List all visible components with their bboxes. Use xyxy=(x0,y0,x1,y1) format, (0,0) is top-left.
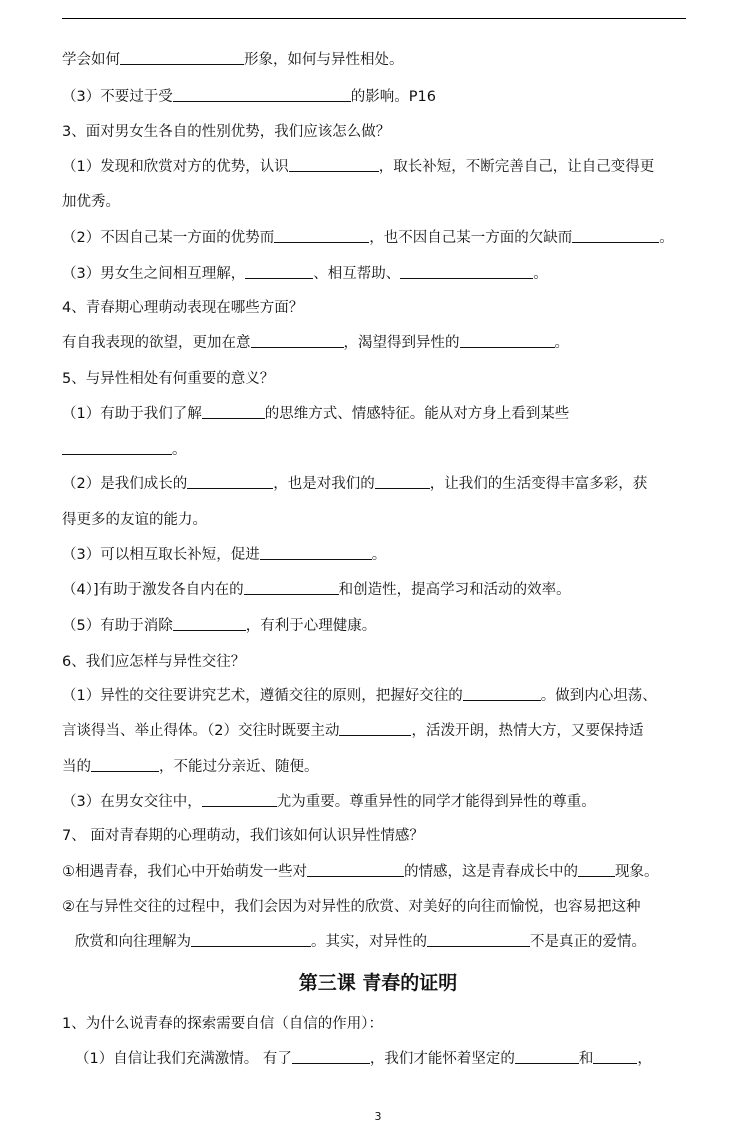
fill-in-blank[interactable] xyxy=(460,333,555,348)
text-line xyxy=(62,474,690,494)
text-segment: 。 xyxy=(172,442,187,458)
fill-in-blank[interactable] xyxy=(62,440,172,455)
fill-in-blank[interactable] xyxy=(173,87,351,102)
text-segment: 得更多的友谊的能力。 xyxy=(62,512,207,528)
text-segment: 欣赏和向往理解为 xyxy=(75,934,191,950)
text-segment: ，活泼开朗，热情大方，又要保持适 xyxy=(411,723,644,739)
text-segment: ，取长补短，不断完善自己，让自己变得更 xyxy=(378,159,655,175)
text-segment: 的影响。P16 xyxy=(350,89,436,105)
text-segment: ，也是对我们的 xyxy=(273,476,375,492)
text-line xyxy=(62,50,690,70)
fill-in-blank[interactable] xyxy=(593,1049,637,1064)
text-segment: 。 xyxy=(659,230,674,246)
fill-in-blank[interactable] xyxy=(260,545,372,560)
text-line xyxy=(62,580,690,600)
text-segment: ②在与异性交往的过程中，我们会因为对异性的欣赏、对美好的向往而愉悦，也容易把这种 xyxy=(62,899,641,915)
text-segment: （1）发现和欣赏对方的优势，认识 xyxy=(62,159,289,175)
text-segment: 4、青春期心理萌动表现在哪些方面？ xyxy=(62,300,304,316)
text-line xyxy=(75,932,703,952)
text-segment: （3）不要过于受 xyxy=(62,89,173,105)
text-segment: （2）是我们成长的 xyxy=(62,476,188,492)
text-segment: 当的 xyxy=(62,759,91,775)
text-segment: 。 xyxy=(371,547,387,563)
text-line xyxy=(62,686,690,706)
text-line xyxy=(62,404,690,424)
text-segment: （1）自信让我们充满激情。 有了 xyxy=(75,1051,292,1067)
text-segment: ，有利于心理健康。 xyxy=(245,618,377,634)
text-line xyxy=(62,122,690,142)
page-number: 3 xyxy=(374,1110,382,1123)
text-segment: （1）异性的交往要讲究艺术，遵循交往的原则，把握好交往的 xyxy=(62,688,463,704)
text-segment: （5）有助于消除 xyxy=(62,618,173,634)
text-line xyxy=(62,333,690,353)
text-segment: 和创造性，提高学习和活动的效率。 xyxy=(338,582,571,598)
text-segment: 现象。 xyxy=(615,864,659,880)
text-line xyxy=(62,157,690,177)
text-segment: 有自我表现的欲望，更加在意 xyxy=(62,335,251,351)
text-segment: 学会如何 xyxy=(62,52,120,68)
text-line xyxy=(62,440,690,460)
text-segment: 形象，如何与异性相处。 xyxy=(244,52,404,68)
text-segment: 言谈得当、举止得体。（2）交往时既要主动 xyxy=(62,723,340,739)
text-line xyxy=(62,616,690,636)
fill-in-blank[interactable] xyxy=(427,932,530,947)
text-segment: 和 xyxy=(578,1051,594,1067)
text-segment: 5、与异性相处有何重要的意义？ xyxy=(62,371,275,387)
text-segment: ，也不因自己某一方面的欠缺而 xyxy=(369,230,573,246)
fill-in-blank[interactable] xyxy=(375,474,430,489)
text-segment: 。做到内心坦荡、 xyxy=(540,688,657,704)
text-segment: ①相遇青春，我们心中开始萌发一些对 xyxy=(62,864,307,880)
text-line xyxy=(62,545,690,565)
text-line xyxy=(75,1049,703,1069)
text-segment: （1）有助于我们了解 xyxy=(62,406,202,422)
fill-in-blank[interactable] xyxy=(400,264,533,279)
text-segment: （2）不因自己某一方面的优势而 xyxy=(62,230,275,246)
fill-in-blank[interactable] xyxy=(578,862,615,877)
text-segment: 的思维方式、情感特征。能从对方身上看到某些 xyxy=(264,406,570,422)
fill-in-blank[interactable] xyxy=(251,333,344,348)
lesson-title: 第三课 青春的证明 xyxy=(298,972,458,994)
text-segment: ， xyxy=(637,1051,652,1067)
text-segment: （3）在男女交往中， xyxy=(62,794,202,810)
fill-in-blank[interactable] xyxy=(289,157,379,172)
fill-in-blank[interactable] xyxy=(202,792,277,807)
fill-in-blank[interactable] xyxy=(202,404,265,419)
text-segment: ，让我们的生活变得丰富多彩，获 xyxy=(429,476,648,492)
text-line xyxy=(62,862,690,882)
fill-in-blank[interactable] xyxy=(572,228,659,243)
text-segment: 。 xyxy=(554,335,569,351)
text-line xyxy=(62,298,690,318)
fill-in-blank[interactable] xyxy=(463,686,541,701)
fill-in-blank[interactable] xyxy=(244,580,339,595)
text-line xyxy=(62,721,690,741)
text-line xyxy=(62,264,690,284)
text-segment: 加优秀。 xyxy=(62,194,120,210)
text-segment: 。 xyxy=(533,266,548,282)
text-segment: （3）男女生之间相互理解， xyxy=(62,266,246,282)
fill-in-blank[interactable] xyxy=(187,474,273,489)
text-segment: 。其实，对异性的 xyxy=(311,934,427,950)
text-line xyxy=(62,192,690,212)
text-segment: 尤为重要。尊重异性的同学才能得到异性的尊重。 xyxy=(276,794,596,810)
text-line xyxy=(62,1014,690,1034)
text-segment: 6、我们应怎样与异性交往？ xyxy=(62,654,246,670)
text-segment: （4）]有助于激发各自内在的 xyxy=(62,582,244,598)
text-segment: 的情感，这是青春成长中的 xyxy=(404,864,578,880)
text-line xyxy=(62,826,690,846)
text-segment: ，我们才能怀着坚定的 xyxy=(369,1051,515,1067)
fill-in-blank[interactable] xyxy=(245,264,313,279)
fill-in-blank[interactable] xyxy=(120,50,244,65)
text-line xyxy=(62,87,690,107)
text-line xyxy=(62,652,690,672)
text-segment: ，渴望得到异性的 xyxy=(343,335,460,351)
text-segment: ，不能过分亲近、随便。 xyxy=(159,759,319,775)
text-segment: 、相互帮助、 xyxy=(313,266,401,282)
text-segment: 不是真正的爱情。 xyxy=(530,934,646,950)
header-rule xyxy=(62,18,686,19)
fill-in-blank[interactable] xyxy=(191,932,311,947)
text-segment: 7、 面对青春期的心理萌动，我们该如何认识异性情感？ xyxy=(62,828,424,844)
fill-in-blank[interactable] xyxy=(274,228,369,243)
text-line xyxy=(62,510,690,530)
text-line xyxy=(62,792,690,812)
fill-in-blank[interactable] xyxy=(91,757,159,772)
text-segment: （3）可以相互取长补短，促进 xyxy=(62,547,260,563)
fill-in-blank[interactable] xyxy=(339,721,411,736)
text-line xyxy=(62,228,690,248)
text-segment: 1、为什么说青春的探索需要自信（自信的作用）： xyxy=(62,1016,383,1032)
text-line xyxy=(62,369,690,389)
fill-in-blank[interactable] xyxy=(173,616,246,631)
fill-in-blank[interactable] xyxy=(307,862,404,877)
text-line xyxy=(62,757,690,777)
fill-in-blank[interactable] xyxy=(292,1049,370,1064)
fill-in-blank[interactable] xyxy=(515,1049,579,1064)
text-segment: 3、面对男女生各自的性别优势，我们应该怎么做？ xyxy=(62,124,391,140)
text-line xyxy=(62,897,690,917)
